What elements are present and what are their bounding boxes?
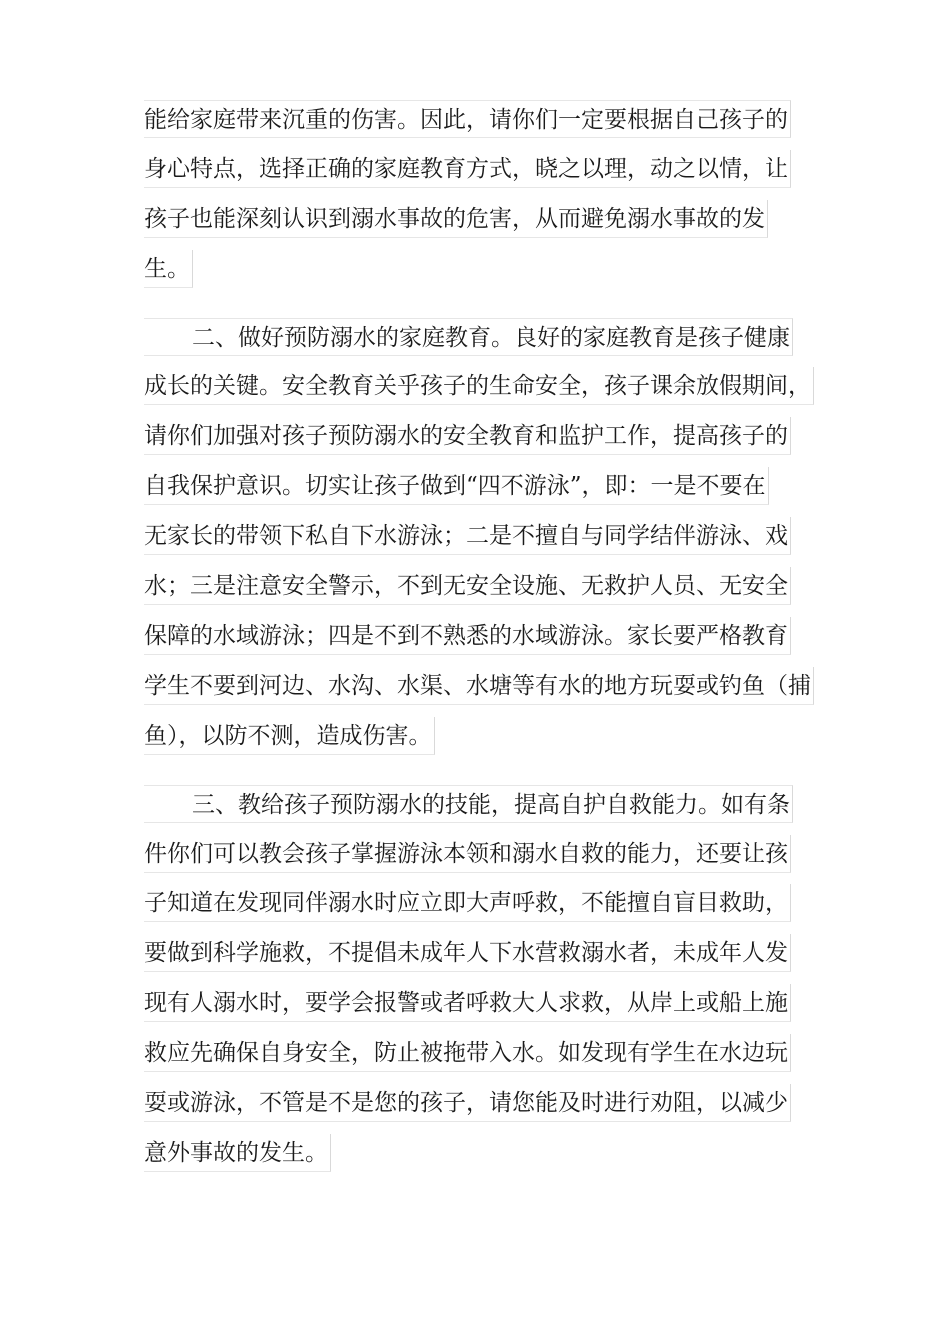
paragraph-2-line-6: 水；三是注意安全警示，不到无安全设施、无救护人员、无安全 [144, 567, 791, 605]
paragraph-2-line-3: 请你们加强对孩子预防溺水的安全教育和监护工作，提高孩子的 [144, 417, 791, 455]
paragraph-2-line-2: 成长的关键。安全教育关乎孩子的生命安全，孩子课余放假期间， [144, 367, 814, 405]
paragraph-3-line-4: 要做到科学施救，不提倡未成年人下水营救溺水者，未成年人发 [144, 934, 791, 972]
paragraph-1-line-3: 孩子也能深刻认识到溺水事故的危害，从而避免溺水事故的发 [144, 200, 768, 238]
paragraph-1-line-1: 能给家庭带来沉重的伤害。因此，请你们一定要根据自己孩子的 [144, 100, 791, 138]
paragraph-2-line-1: 二、做好预防溺水的家庭教育。良好的家庭教育是孩子健康 [144, 318, 793, 356]
paragraph-2-line-8: 学生不要到河边、水沟、水渠、水塘等有水的地方玩耍或钓鱼（捕 [144, 667, 814, 705]
paragraph-3-line-8: 意外事故的发生。 [144, 1134, 331, 1172]
paragraph-3-line-2: 件你们可以教会孩子掌握游泳本领和溺水自救的能力，还要让孩 [144, 835, 791, 873]
paragraph-2-line-7: 保障的水域游泳；四是不到不熟悉的水域游泳。家长要严格教育 [144, 617, 791, 655]
paragraph-2-line-4: 自我保护意识。切实让孩子做到“四不游泳”，即：一是不要在 [144, 467, 769, 505]
paragraph-2-line-9: 鱼），以防不测，造成伤害。 [144, 717, 435, 755]
paragraph-1-line-2: 身心特点，选择正确的家庭教育方式，晓之以理，动之以情，让 [144, 150, 791, 188]
paragraph-1-line-4: 生。 [144, 250, 193, 288]
paragraph-3-line-3: 子知道在发现同伴溺水时应立即大声呼救，不能擅自盲目救助， [144, 884, 791, 922]
paragraph-3-line-5: 现有人溺水时，要学会报警或者呼救大人求救，从岸上或船上施 [144, 984, 791, 1022]
paragraph-3-line-1: 三、教给孩子预防溺水的技能，提高自护自救能力。如有条 [144, 785, 793, 823]
paragraph-2-line-5: 无家长的带领下私自下水游泳；二是不擅自与同学结伴游泳、戏 [144, 517, 791, 555]
paragraph-3-line-7: 耍或游泳，不管是不是您的孩子，请您能及时进行劝阻，以减少 [144, 1084, 791, 1122]
paragraph-3-line-6: 救应先确保自身安全，防止被拖带入水。如发现有学生在水边玩 [144, 1034, 791, 1072]
